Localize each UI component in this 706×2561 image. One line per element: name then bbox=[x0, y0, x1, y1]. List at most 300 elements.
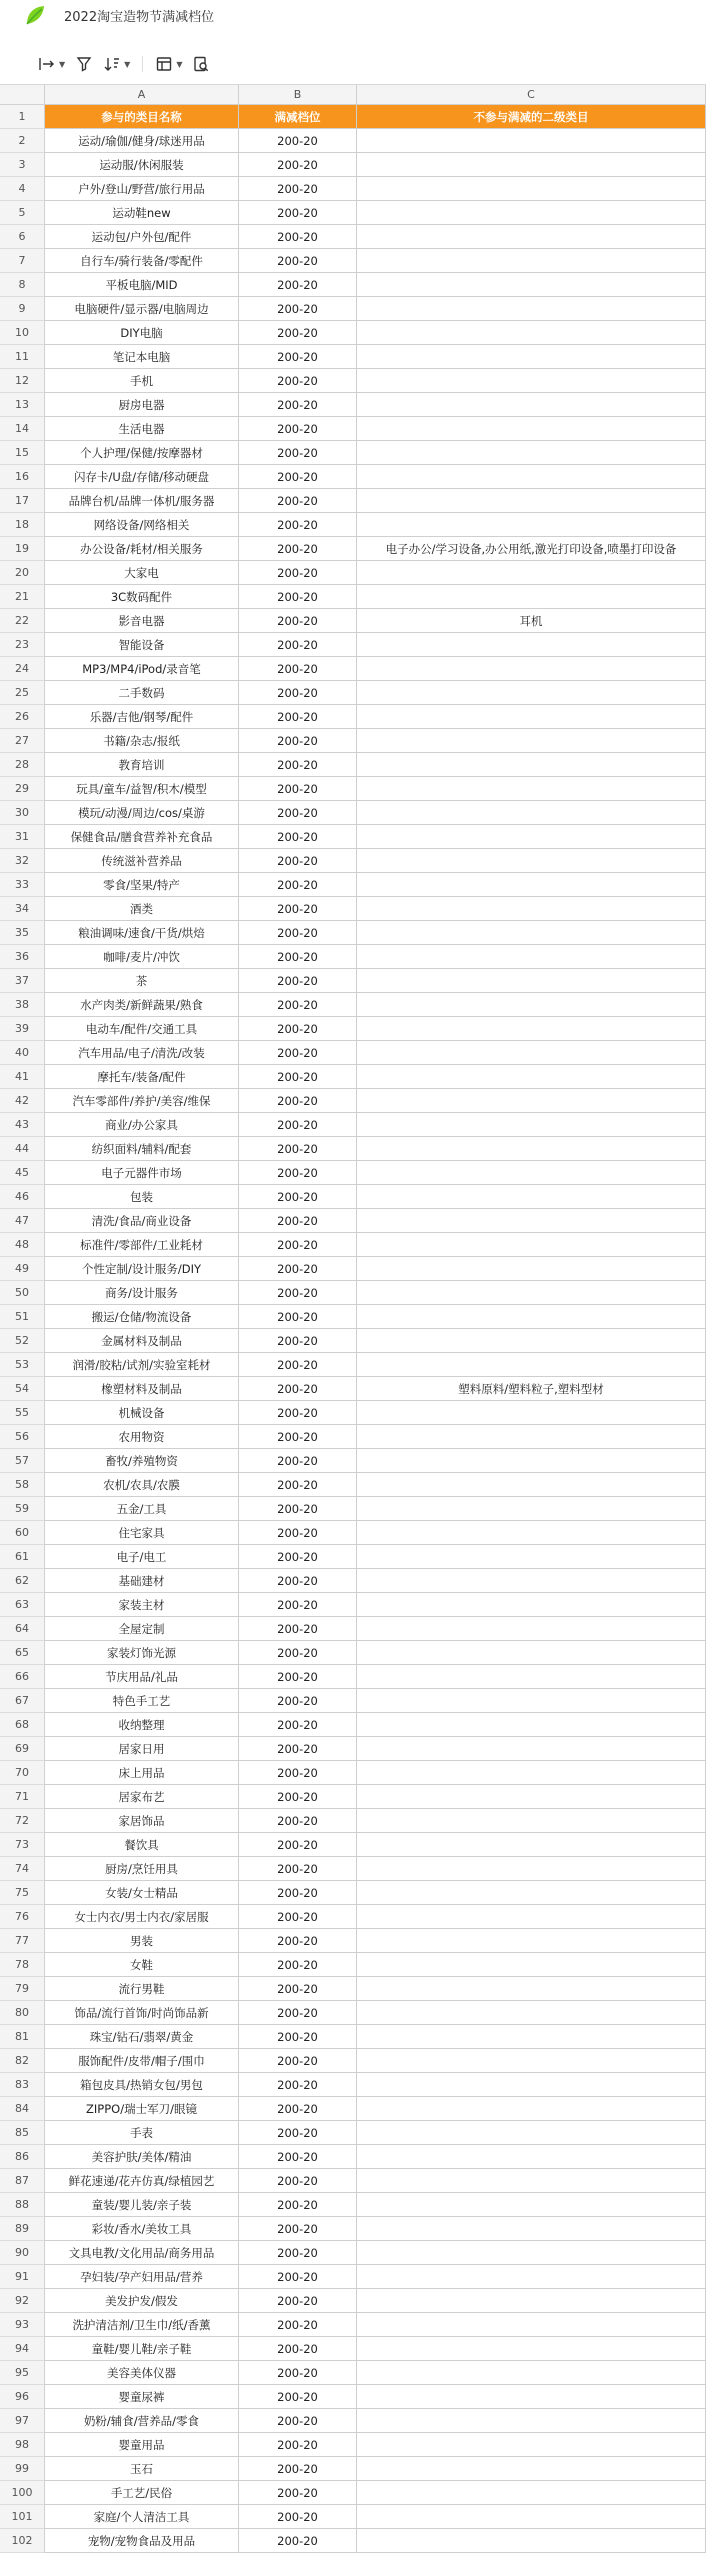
category-cell[interactable]: 电动车/配件/交通工具 bbox=[45, 1017, 239, 1041]
category-cell[interactable]: 传统滋补营养品 bbox=[45, 849, 239, 873]
row-number[interactable]: 36 bbox=[0, 945, 45, 969]
excluded-cell[interactable] bbox=[357, 2049, 706, 2073]
freeze-button[interactable] bbox=[34, 52, 69, 76]
category-cell[interactable]: 美容护肤/美体/精油 bbox=[45, 2145, 239, 2169]
tier-cell[interactable]: 200-20 bbox=[239, 1737, 357, 1761]
tier-cell[interactable]: 200-20 bbox=[239, 753, 357, 777]
excluded-cell[interactable] bbox=[357, 2457, 706, 2481]
excluded-cell[interactable] bbox=[357, 201, 706, 225]
category-cell[interactable]: 女士内衣/男士内衣/家居服 bbox=[45, 1905, 239, 1929]
row-number[interactable]: 46 bbox=[0, 1185, 45, 1209]
category-cell[interactable]: 书籍/杂志/报纸 bbox=[45, 729, 239, 753]
category-cell[interactable]: 金属材料及制品 bbox=[45, 1329, 239, 1353]
category-cell[interactable]: DIY电脑 bbox=[45, 321, 239, 345]
tier-cell[interactable]: 200-20 bbox=[239, 849, 357, 873]
tier-cell[interactable]: 200-20 bbox=[239, 969, 357, 993]
category-cell[interactable]: 节庆用品/礼品 bbox=[45, 1665, 239, 1689]
excluded-cell[interactable] bbox=[357, 1449, 706, 1473]
row-number[interactable]: 44 bbox=[0, 1137, 45, 1161]
category-cell[interactable]: 智能设备 bbox=[45, 633, 239, 657]
row-number[interactable]: 20 bbox=[0, 561, 45, 585]
category-cell[interactable]: 箱包皮具/热销女包/男包 bbox=[45, 2073, 239, 2097]
tier-cell[interactable]: 200-20 bbox=[239, 1497, 357, 1521]
category-cell[interactable]: 办公设备/耗材/相关服务 bbox=[45, 537, 239, 561]
tier-cell[interactable]: 200-20 bbox=[239, 1473, 357, 1497]
tier-cell[interactable]: 200-20 bbox=[239, 393, 357, 417]
row-number[interactable]: 1 bbox=[0, 105, 45, 129]
category-cell[interactable]: 服饰配件/皮带/帽子/围巾 bbox=[45, 2049, 239, 2073]
header-cell-tier[interactable]: 满减档位 bbox=[239, 105, 357, 129]
excluded-cell[interactable] bbox=[357, 1857, 706, 1881]
excluded-cell[interactable] bbox=[357, 729, 706, 753]
category-cell[interactable]: 奶粉/辅食/营养品/零食 bbox=[45, 2409, 239, 2433]
excluded-cell[interactable] bbox=[357, 1161, 706, 1185]
row-number[interactable]: 51 bbox=[0, 1305, 45, 1329]
tier-cell[interactable]: 200-20 bbox=[239, 1041, 357, 1065]
tier-cell[interactable]: 200-20 bbox=[239, 945, 357, 969]
row-number[interactable]: 33 bbox=[0, 873, 45, 897]
tier-cell[interactable]: 200-20 bbox=[239, 1353, 357, 1377]
row-number[interactable]: 79 bbox=[0, 1977, 45, 2001]
row-number[interactable]: 73 bbox=[0, 1833, 45, 1857]
excluded-cell[interactable] bbox=[357, 153, 706, 177]
tier-cell[interactable]: 200-20 bbox=[239, 1977, 357, 2001]
row-number[interactable]: 83 bbox=[0, 2073, 45, 2097]
excluded-cell[interactable] bbox=[357, 921, 706, 945]
category-cell[interactable]: 文具电教/文化用品/商务用品 bbox=[45, 2241, 239, 2265]
tier-cell[interactable]: 200-20 bbox=[239, 2145, 357, 2169]
row-number[interactable]: 41 bbox=[0, 1065, 45, 1089]
category-cell[interactable]: 润滑/胶粘/试剂/实验室耗材 bbox=[45, 1353, 239, 1377]
row-number[interactable]: 63 bbox=[0, 1593, 45, 1617]
category-cell[interactable]: 二手数码 bbox=[45, 681, 239, 705]
row-number[interactable]: 4 bbox=[0, 177, 45, 201]
row-number[interactable]: 72 bbox=[0, 1809, 45, 1833]
row-number[interactable]: 82 bbox=[0, 2049, 45, 2073]
excluded-cell[interactable] bbox=[357, 1041, 706, 1065]
tier-cell[interactable]: 200-20 bbox=[239, 777, 357, 801]
category-cell[interactable]: 汽车用品/电子/清洗/改装 bbox=[45, 1041, 239, 1065]
row-number[interactable]: 59 bbox=[0, 1497, 45, 1521]
excluded-cell[interactable] bbox=[357, 1305, 706, 1329]
row-number[interactable]: 18 bbox=[0, 513, 45, 537]
category-cell[interactable]: 家装灯饰光源 bbox=[45, 1641, 239, 1665]
excluded-cell[interactable] bbox=[357, 441, 706, 465]
select-all-corner[interactable] bbox=[0, 85, 45, 104]
row-number[interactable]: 47 bbox=[0, 1209, 45, 1233]
header-cell-category[interactable]: 参与的类目名称 bbox=[45, 105, 239, 129]
row-number[interactable]: 45 bbox=[0, 1161, 45, 1185]
row-number[interactable]: 54 bbox=[0, 1377, 45, 1401]
excluded-cell[interactable] bbox=[357, 249, 706, 273]
category-cell[interactable]: 教育培训 bbox=[45, 753, 239, 777]
category-cell[interactable]: 闪存卡/U盘/存储/移动硬盘 bbox=[45, 465, 239, 489]
category-cell[interactable]: 机械设备 bbox=[45, 1401, 239, 1425]
tier-cell[interactable]: 200-20 bbox=[239, 1281, 357, 1305]
excluded-cell[interactable] bbox=[357, 465, 706, 489]
tier-cell[interactable]: 200-20 bbox=[239, 2169, 357, 2193]
row-number[interactable]: 80 bbox=[0, 2001, 45, 2025]
tier-cell[interactable]: 200-20 bbox=[239, 609, 357, 633]
tier-cell[interactable]: 200-20 bbox=[239, 2481, 357, 2505]
row-number[interactable]: 22 bbox=[0, 609, 45, 633]
row-number[interactable]: 39 bbox=[0, 1017, 45, 1041]
row-number[interactable]: 99 bbox=[0, 2457, 45, 2481]
row-number[interactable]: 69 bbox=[0, 1737, 45, 1761]
excluded-cell[interactable] bbox=[357, 873, 706, 897]
excluded-cell[interactable] bbox=[357, 1497, 706, 1521]
excluded-cell[interactable] bbox=[357, 1665, 706, 1689]
row-number[interactable]: 57 bbox=[0, 1449, 45, 1473]
excluded-cell[interactable] bbox=[357, 2289, 706, 2313]
tier-cell[interactable]: 200-20 bbox=[239, 1665, 357, 1689]
category-cell[interactable]: 五金/工具 bbox=[45, 1497, 239, 1521]
excluded-cell[interactable] bbox=[357, 1233, 706, 1257]
row-number[interactable]: 31 bbox=[0, 825, 45, 849]
tier-cell[interactable]: 200-20 bbox=[239, 2049, 357, 2073]
row-number[interactable]: 58 bbox=[0, 1473, 45, 1497]
excluded-cell[interactable] bbox=[357, 513, 706, 537]
category-cell[interactable]: 笔记本电脑 bbox=[45, 345, 239, 369]
category-cell[interactable]: 玉石 bbox=[45, 2457, 239, 2481]
category-cell[interactable]: 电子元器件市场 bbox=[45, 1161, 239, 1185]
row-number[interactable]: 70 bbox=[0, 1761, 45, 1785]
tier-cell[interactable]: 200-20 bbox=[239, 2289, 357, 2313]
category-cell[interactable]: 汽车零部件/养护/美容/维保 bbox=[45, 1089, 239, 1113]
excluded-cell[interactable] bbox=[357, 1473, 706, 1497]
category-cell[interactable]: 农机/农具/农膜 bbox=[45, 1473, 239, 1497]
category-cell[interactable]: 特色手工艺 bbox=[45, 1689, 239, 1713]
row-number[interactable]: 65 bbox=[0, 1641, 45, 1665]
excluded-cell[interactable] bbox=[357, 825, 706, 849]
row-number[interactable]: 9 bbox=[0, 297, 45, 321]
tier-cell[interactable]: 200-20 bbox=[239, 489, 357, 513]
row-number[interactable]: 84 bbox=[0, 2097, 45, 2121]
category-cell[interactable]: 居家布艺 bbox=[45, 1785, 239, 1809]
tier-cell[interactable]: 200-20 bbox=[239, 153, 357, 177]
row-number[interactable]: 48 bbox=[0, 1233, 45, 1257]
category-cell[interactable]: 自行车/骑行装备/零配件 bbox=[45, 249, 239, 273]
category-cell[interactable]: 收纳整理 bbox=[45, 1713, 239, 1737]
row-number[interactable]: 24 bbox=[0, 657, 45, 681]
tier-cell[interactable]: 200-20 bbox=[239, 921, 357, 945]
excluded-cell[interactable] bbox=[357, 2121, 706, 2145]
category-cell[interactable]: 手表 bbox=[45, 2121, 239, 2145]
category-cell[interactable]: 家庭/个人清洁工具 bbox=[45, 2505, 239, 2529]
tier-cell[interactable]: 200-20 bbox=[239, 1545, 357, 1569]
excluded-cell[interactable] bbox=[357, 681, 706, 705]
category-cell[interactable]: 居家日用 bbox=[45, 1737, 239, 1761]
category-cell[interactable]: 咖啡/麦片/冲饮 bbox=[45, 945, 239, 969]
tier-cell[interactable]: 200-20 bbox=[239, 1521, 357, 1545]
excluded-cell[interactable] bbox=[357, 129, 706, 153]
excluded-cell[interactable] bbox=[357, 993, 706, 1017]
category-cell[interactable]: 橡塑材料及制品 bbox=[45, 1377, 239, 1401]
category-cell[interactable]: 纺织面料/辅料/配套 bbox=[45, 1137, 239, 1161]
row-number[interactable]: 53 bbox=[0, 1353, 45, 1377]
row-number[interactable]: 100 bbox=[0, 2481, 45, 2505]
row-number[interactable]: 77 bbox=[0, 1929, 45, 1953]
excluded-cell[interactable] bbox=[357, 1833, 706, 1857]
excluded-cell[interactable] bbox=[357, 1521, 706, 1545]
row-number[interactable]: 64 bbox=[0, 1617, 45, 1641]
category-cell[interactable]: 保健食品/膳食营养补充食品 bbox=[45, 825, 239, 849]
row-number[interactable]: 81 bbox=[0, 2025, 45, 2049]
row-number[interactable]: 95 bbox=[0, 2361, 45, 2385]
tier-cell[interactable]: 200-20 bbox=[239, 2025, 357, 2049]
row-number[interactable]: 102 bbox=[0, 2529, 45, 2553]
excluded-cell[interactable] bbox=[357, 1641, 706, 1665]
sort-button[interactable] bbox=[99, 52, 134, 76]
tier-cell[interactable]: 200-20 bbox=[239, 1593, 357, 1617]
category-cell[interactable]: 家居饰品 bbox=[45, 1809, 239, 1833]
tier-cell[interactable]: 200-20 bbox=[239, 2409, 357, 2433]
tier-cell[interactable]: 200-20 bbox=[239, 1137, 357, 1161]
filter-button[interactable] bbox=[71, 52, 97, 76]
category-cell[interactable]: 美容美体仪器 bbox=[45, 2361, 239, 2385]
row-number[interactable]: 23 bbox=[0, 633, 45, 657]
tier-cell[interactable]: 200-20 bbox=[239, 897, 357, 921]
tier-cell[interactable]: 200-20 bbox=[239, 2361, 357, 2385]
excluded-cell[interactable] bbox=[357, 1881, 706, 1905]
category-cell[interactable]: 运动/瑜伽/健身/球迷用品 bbox=[45, 129, 239, 153]
category-cell[interactable]: 酒类 bbox=[45, 897, 239, 921]
excluded-cell[interactable] bbox=[357, 849, 706, 873]
excluded-cell[interactable] bbox=[357, 897, 706, 921]
row-number[interactable]: 98 bbox=[0, 2433, 45, 2457]
tier-cell[interactable]: 200-20 bbox=[239, 1881, 357, 1905]
row-number[interactable]: 56 bbox=[0, 1425, 45, 1449]
tier-cell[interactable]: 200-20 bbox=[239, 1761, 357, 1785]
row-number[interactable]: 86 bbox=[0, 2145, 45, 2169]
excluded-cell[interactable] bbox=[357, 585, 706, 609]
tier-cell[interactable]: 200-20 bbox=[239, 705, 357, 729]
tier-cell[interactable]: 200-20 bbox=[239, 129, 357, 153]
tier-cell[interactable]: 200-20 bbox=[239, 2001, 357, 2025]
row-number[interactable]: 52 bbox=[0, 1329, 45, 1353]
excluded-cell[interactable] bbox=[357, 705, 706, 729]
row-number[interactable]: 2 bbox=[0, 129, 45, 153]
row-number[interactable]: 85 bbox=[0, 2121, 45, 2145]
tier-cell[interactable]: 200-20 bbox=[239, 633, 357, 657]
excluded-cell[interactable] bbox=[357, 177, 706, 201]
category-cell[interactable]: 洗护清洁剂/卫生巾/纸/香薰 bbox=[45, 2313, 239, 2337]
excluded-cell[interactable] bbox=[357, 1929, 706, 1953]
category-cell[interactable]: MP3/MP4/iPod/录音笔 bbox=[45, 657, 239, 681]
excluded-cell[interactable] bbox=[357, 1353, 706, 1377]
excluded-cell[interactable] bbox=[357, 2409, 706, 2433]
row-number[interactable]: 91 bbox=[0, 2265, 45, 2289]
excluded-cell[interactable] bbox=[357, 1113, 706, 1137]
tier-cell[interactable]: 200-20 bbox=[239, 1305, 357, 1329]
category-cell[interactable]: 手工艺/民俗 bbox=[45, 2481, 239, 2505]
row-number[interactable]: 25 bbox=[0, 681, 45, 705]
excluded-cell[interactable] bbox=[357, 297, 706, 321]
row-number[interactable]: 17 bbox=[0, 489, 45, 513]
tier-cell[interactable]: 200-20 bbox=[239, 1257, 357, 1281]
excluded-cell[interactable] bbox=[357, 753, 706, 777]
excluded-cell[interactable] bbox=[357, 2241, 706, 2265]
category-cell[interactable]: 住宅家具 bbox=[45, 1521, 239, 1545]
category-cell[interactable]: 床上用品 bbox=[45, 1761, 239, 1785]
category-cell[interactable]: 女装/女士精品 bbox=[45, 1881, 239, 1905]
row-number[interactable]: 10 bbox=[0, 321, 45, 345]
row-number[interactable]: 40 bbox=[0, 1041, 45, 1065]
row-number[interactable]: 32 bbox=[0, 849, 45, 873]
row-number[interactable]: 43 bbox=[0, 1113, 45, 1137]
excluded-cell[interactable] bbox=[357, 2433, 706, 2457]
category-cell[interactable]: 婴童用品 bbox=[45, 2433, 239, 2457]
tier-cell[interactable]: 200-20 bbox=[239, 177, 357, 201]
excluded-cell[interactable] bbox=[357, 657, 706, 681]
category-cell[interactable]: 彩妆/香水/美妆工具 bbox=[45, 2217, 239, 2241]
category-cell[interactable]: 餐饮具 bbox=[45, 1833, 239, 1857]
excluded-cell[interactable] bbox=[357, 369, 706, 393]
row-number[interactable]: 6 bbox=[0, 225, 45, 249]
excluded-cell[interactable] bbox=[357, 2145, 706, 2169]
format-button[interactable] bbox=[151, 52, 186, 76]
category-cell[interactable]: 水产肉类/新鲜蔬果/熟食 bbox=[45, 993, 239, 1017]
tier-cell[interactable]: 200-20 bbox=[239, 1833, 357, 1857]
row-number[interactable]: 27 bbox=[0, 729, 45, 753]
category-cell[interactable]: 宠物/宠物食品及用品 bbox=[45, 2529, 239, 2553]
tier-cell[interactable]: 200-20 bbox=[239, 1017, 357, 1041]
row-number[interactable]: 67 bbox=[0, 1689, 45, 1713]
row-number[interactable]: 90 bbox=[0, 2241, 45, 2265]
row-number[interactable]: 66 bbox=[0, 1665, 45, 1689]
excluded-cell[interactable] bbox=[357, 2169, 706, 2193]
category-cell[interactable]: 电子/电工 bbox=[45, 1545, 239, 1569]
tier-cell[interactable]: 200-20 bbox=[239, 2193, 357, 2217]
row-number[interactable]: 92 bbox=[0, 2289, 45, 2313]
category-cell[interactable]: 运动服/休闲服装 bbox=[45, 153, 239, 177]
category-cell[interactable]: 美发护发/假发 bbox=[45, 2289, 239, 2313]
excluded-cell[interactable] bbox=[357, 2193, 706, 2217]
row-number[interactable]: 30 bbox=[0, 801, 45, 825]
tier-cell[interactable]: 200-20 bbox=[239, 513, 357, 537]
tier-cell[interactable]: 200-20 bbox=[239, 1161, 357, 1185]
tier-cell[interactable]: 200-20 bbox=[239, 297, 357, 321]
tier-cell[interactable]: 200-20 bbox=[239, 1953, 357, 1977]
column-header-a[interactable]: A bbox=[45, 85, 239, 104]
excluded-cell[interactable] bbox=[357, 2337, 706, 2361]
category-cell[interactable]: 饰品/流行首饰/时尚饰品新 bbox=[45, 2001, 239, 2025]
row-number[interactable]: 61 bbox=[0, 1545, 45, 1569]
excluded-cell[interactable] bbox=[357, 1761, 706, 1785]
excluded-cell[interactable] bbox=[357, 1689, 706, 1713]
row-number[interactable]: 62 bbox=[0, 1569, 45, 1593]
category-cell[interactable]: 户外/登山/野营/旅行用品 bbox=[45, 177, 239, 201]
excluded-cell[interactable] bbox=[357, 1065, 706, 1089]
tier-cell[interactable]: 200-20 bbox=[239, 1449, 357, 1473]
tier-cell[interactable]: 200-20 bbox=[239, 225, 357, 249]
excluded-cell[interactable] bbox=[357, 2361, 706, 2385]
excluded-cell[interactable] bbox=[357, 1737, 706, 1761]
excluded-cell[interactable] bbox=[357, 1809, 706, 1833]
category-cell[interactable]: 大家电 bbox=[45, 561, 239, 585]
column-header-b[interactable]: B bbox=[239, 85, 357, 104]
excluded-cell[interactable] bbox=[357, 2385, 706, 2409]
excluded-cell[interactable] bbox=[357, 561, 706, 585]
category-cell[interactable]: 清洗/食品/商业设备 bbox=[45, 1209, 239, 1233]
tier-cell[interactable]: 200-20 bbox=[239, 2505, 357, 2529]
column-header-c[interactable]: C bbox=[357, 85, 706, 104]
excluded-cell[interactable]: 塑料原料/塑料粒子,塑料型材 bbox=[357, 1377, 706, 1401]
tier-cell[interactable]: 200-20 bbox=[239, 465, 357, 489]
excluded-cell[interactable] bbox=[357, 321, 706, 345]
excluded-cell[interactable] bbox=[357, 1425, 706, 1449]
excluded-cell[interactable] bbox=[357, 1713, 706, 1737]
row-number[interactable]: 50 bbox=[0, 1281, 45, 1305]
tier-cell[interactable]: 200-20 bbox=[239, 585, 357, 609]
category-cell[interactable]: 个性定制/设计服务/DIY bbox=[45, 1257, 239, 1281]
excluded-cell[interactable] bbox=[357, 2217, 706, 2241]
excluded-cell[interactable] bbox=[357, 801, 706, 825]
row-number[interactable]: 60 bbox=[0, 1521, 45, 1545]
row-number[interactable]: 7 bbox=[0, 249, 45, 273]
row-number[interactable]: 11 bbox=[0, 345, 45, 369]
row-number[interactable]: 94 bbox=[0, 2337, 45, 2361]
category-cell[interactable]: 女鞋 bbox=[45, 1953, 239, 1977]
tier-cell[interactable]: 200-20 bbox=[239, 2433, 357, 2457]
row-number[interactable]: 101 bbox=[0, 2505, 45, 2529]
category-cell[interactable]: 孕妇装/孕产妇用品/营养 bbox=[45, 2265, 239, 2289]
excluded-cell[interactable] bbox=[357, 777, 706, 801]
tier-cell[interactable]: 200-20 bbox=[239, 2241, 357, 2265]
row-number[interactable]: 88 bbox=[0, 2193, 45, 2217]
tier-cell[interactable]: 200-20 bbox=[239, 993, 357, 1017]
row-number[interactable]: 87 bbox=[0, 2169, 45, 2193]
excluded-cell[interactable] bbox=[357, 1017, 706, 1041]
row-number[interactable]: 13 bbox=[0, 393, 45, 417]
row-number[interactable]: 76 bbox=[0, 1905, 45, 1929]
excluded-cell[interactable] bbox=[357, 1977, 706, 2001]
tier-cell[interactable]: 200-20 bbox=[239, 1689, 357, 1713]
category-cell[interactable]: 男装 bbox=[45, 1929, 239, 1953]
tier-cell[interactable]: 200-20 bbox=[239, 1857, 357, 1881]
excluded-cell[interactable] bbox=[357, 1329, 706, 1353]
excluded-cell[interactable] bbox=[357, 2481, 706, 2505]
excluded-cell[interactable] bbox=[357, 2313, 706, 2337]
category-cell[interactable]: 厨房/烹饪用具 bbox=[45, 1857, 239, 1881]
row-number[interactable]: 75 bbox=[0, 1881, 45, 1905]
tier-cell[interactable]: 200-20 bbox=[239, 681, 357, 705]
tier-cell[interactable]: 200-20 bbox=[239, 801, 357, 825]
excluded-cell[interactable] bbox=[357, 2505, 706, 2529]
find-button[interactable] bbox=[188, 52, 214, 76]
row-number[interactable]: 8 bbox=[0, 273, 45, 297]
excluded-cell[interactable] bbox=[357, 1185, 706, 1209]
tier-cell[interactable]: 200-20 bbox=[239, 873, 357, 897]
tier-cell[interactable]: 200-20 bbox=[239, 1377, 357, 1401]
category-cell[interactable]: 手机 bbox=[45, 369, 239, 393]
row-number[interactable]: 78 bbox=[0, 1953, 45, 1977]
tier-cell[interactable]: 200-20 bbox=[239, 1641, 357, 1665]
row-number[interactable]: 12 bbox=[0, 369, 45, 393]
row-number[interactable]: 38 bbox=[0, 993, 45, 1017]
category-cell[interactable]: 标准件/零部件/工业耗材 bbox=[45, 1233, 239, 1257]
tier-cell[interactable]: 200-20 bbox=[239, 1089, 357, 1113]
excluded-cell[interactable] bbox=[357, 273, 706, 297]
excluded-cell[interactable] bbox=[357, 633, 706, 657]
tier-cell[interactable]: 200-20 bbox=[239, 369, 357, 393]
tier-cell[interactable]: 200-20 bbox=[239, 2385, 357, 2409]
excluded-cell[interactable] bbox=[357, 1593, 706, 1617]
excluded-cell[interactable] bbox=[357, 1569, 706, 1593]
category-cell[interactable]: 乐器/吉他/钢琴/配件 bbox=[45, 705, 239, 729]
tier-cell[interactable]: 200-20 bbox=[239, 2457, 357, 2481]
row-number[interactable]: 42 bbox=[0, 1089, 45, 1113]
